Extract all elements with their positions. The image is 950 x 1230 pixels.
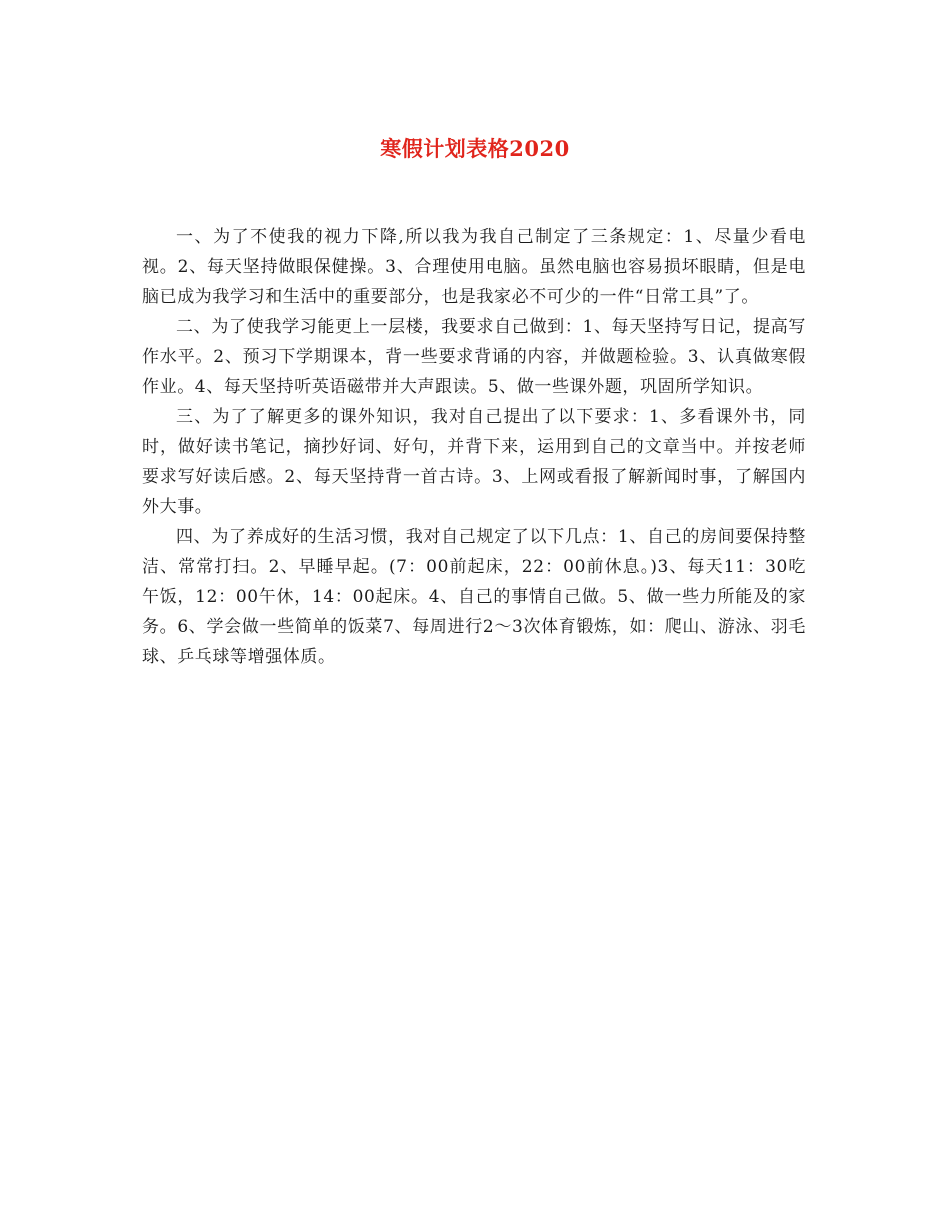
paragraph-4: 四、为了养成好的生活习惯，我对自己规定了以下几点：1、自己的房间要保持整洁、常常打扫。2、早睡早起。(7：00前起床，22：00前休息。)3、每天11：30吃午饭，12：00午休，14：00起床。4、自己的事情自己做。5、做一些力所能及的家务。6、学会做一些简单的饭菜7、每周进行2～3次体育锻炼，如：爬山、游泳、羽毛球、乒乓球等增强体质。 bbox=[142, 527, 806, 667]
paragraph-3: 三、为了了解更多的课外知识，我对自己提出了以下要求：1、多看课外书，同时，做好读书笔记，摘抄好词、好句，并背下来，运用到自己的文章当中。并按老师要求写好读后感。2、每天坚持背一首古诗。3、上网或看报了解新闻时事，了解国内外大事。 bbox=[142, 407, 806, 517]
paragraph-2: 二、为了使我学习能更上一层楼，我要求自己做到：1、每天坚持写日记，提高写作水平。2、预习下学期课本，背一些要求背诵的内容，并做题检验。3、认真做寒假作业。4、每天坚持听英语磁带并大声跟读。5、做一些课外题，巩固所学知识。 bbox=[142, 317, 806, 397]
document-body bbox=[142, 222, 806, 672]
paragraph-1: 一、为了不使我的视力下降,所以我为我自己制定了三条规定：1、尽量少看电视。2、每天坚持做眼保健操。3、合理使用电脑。虽然电脑也容易损坏眼睛，但是电脑已成为我学习和生活中的重要部分，也是我家必不可少的一件“日常工具”了。 bbox=[142, 227, 806, 307]
document-title: 寒假计划表格2020 bbox=[380, 136, 570, 161]
